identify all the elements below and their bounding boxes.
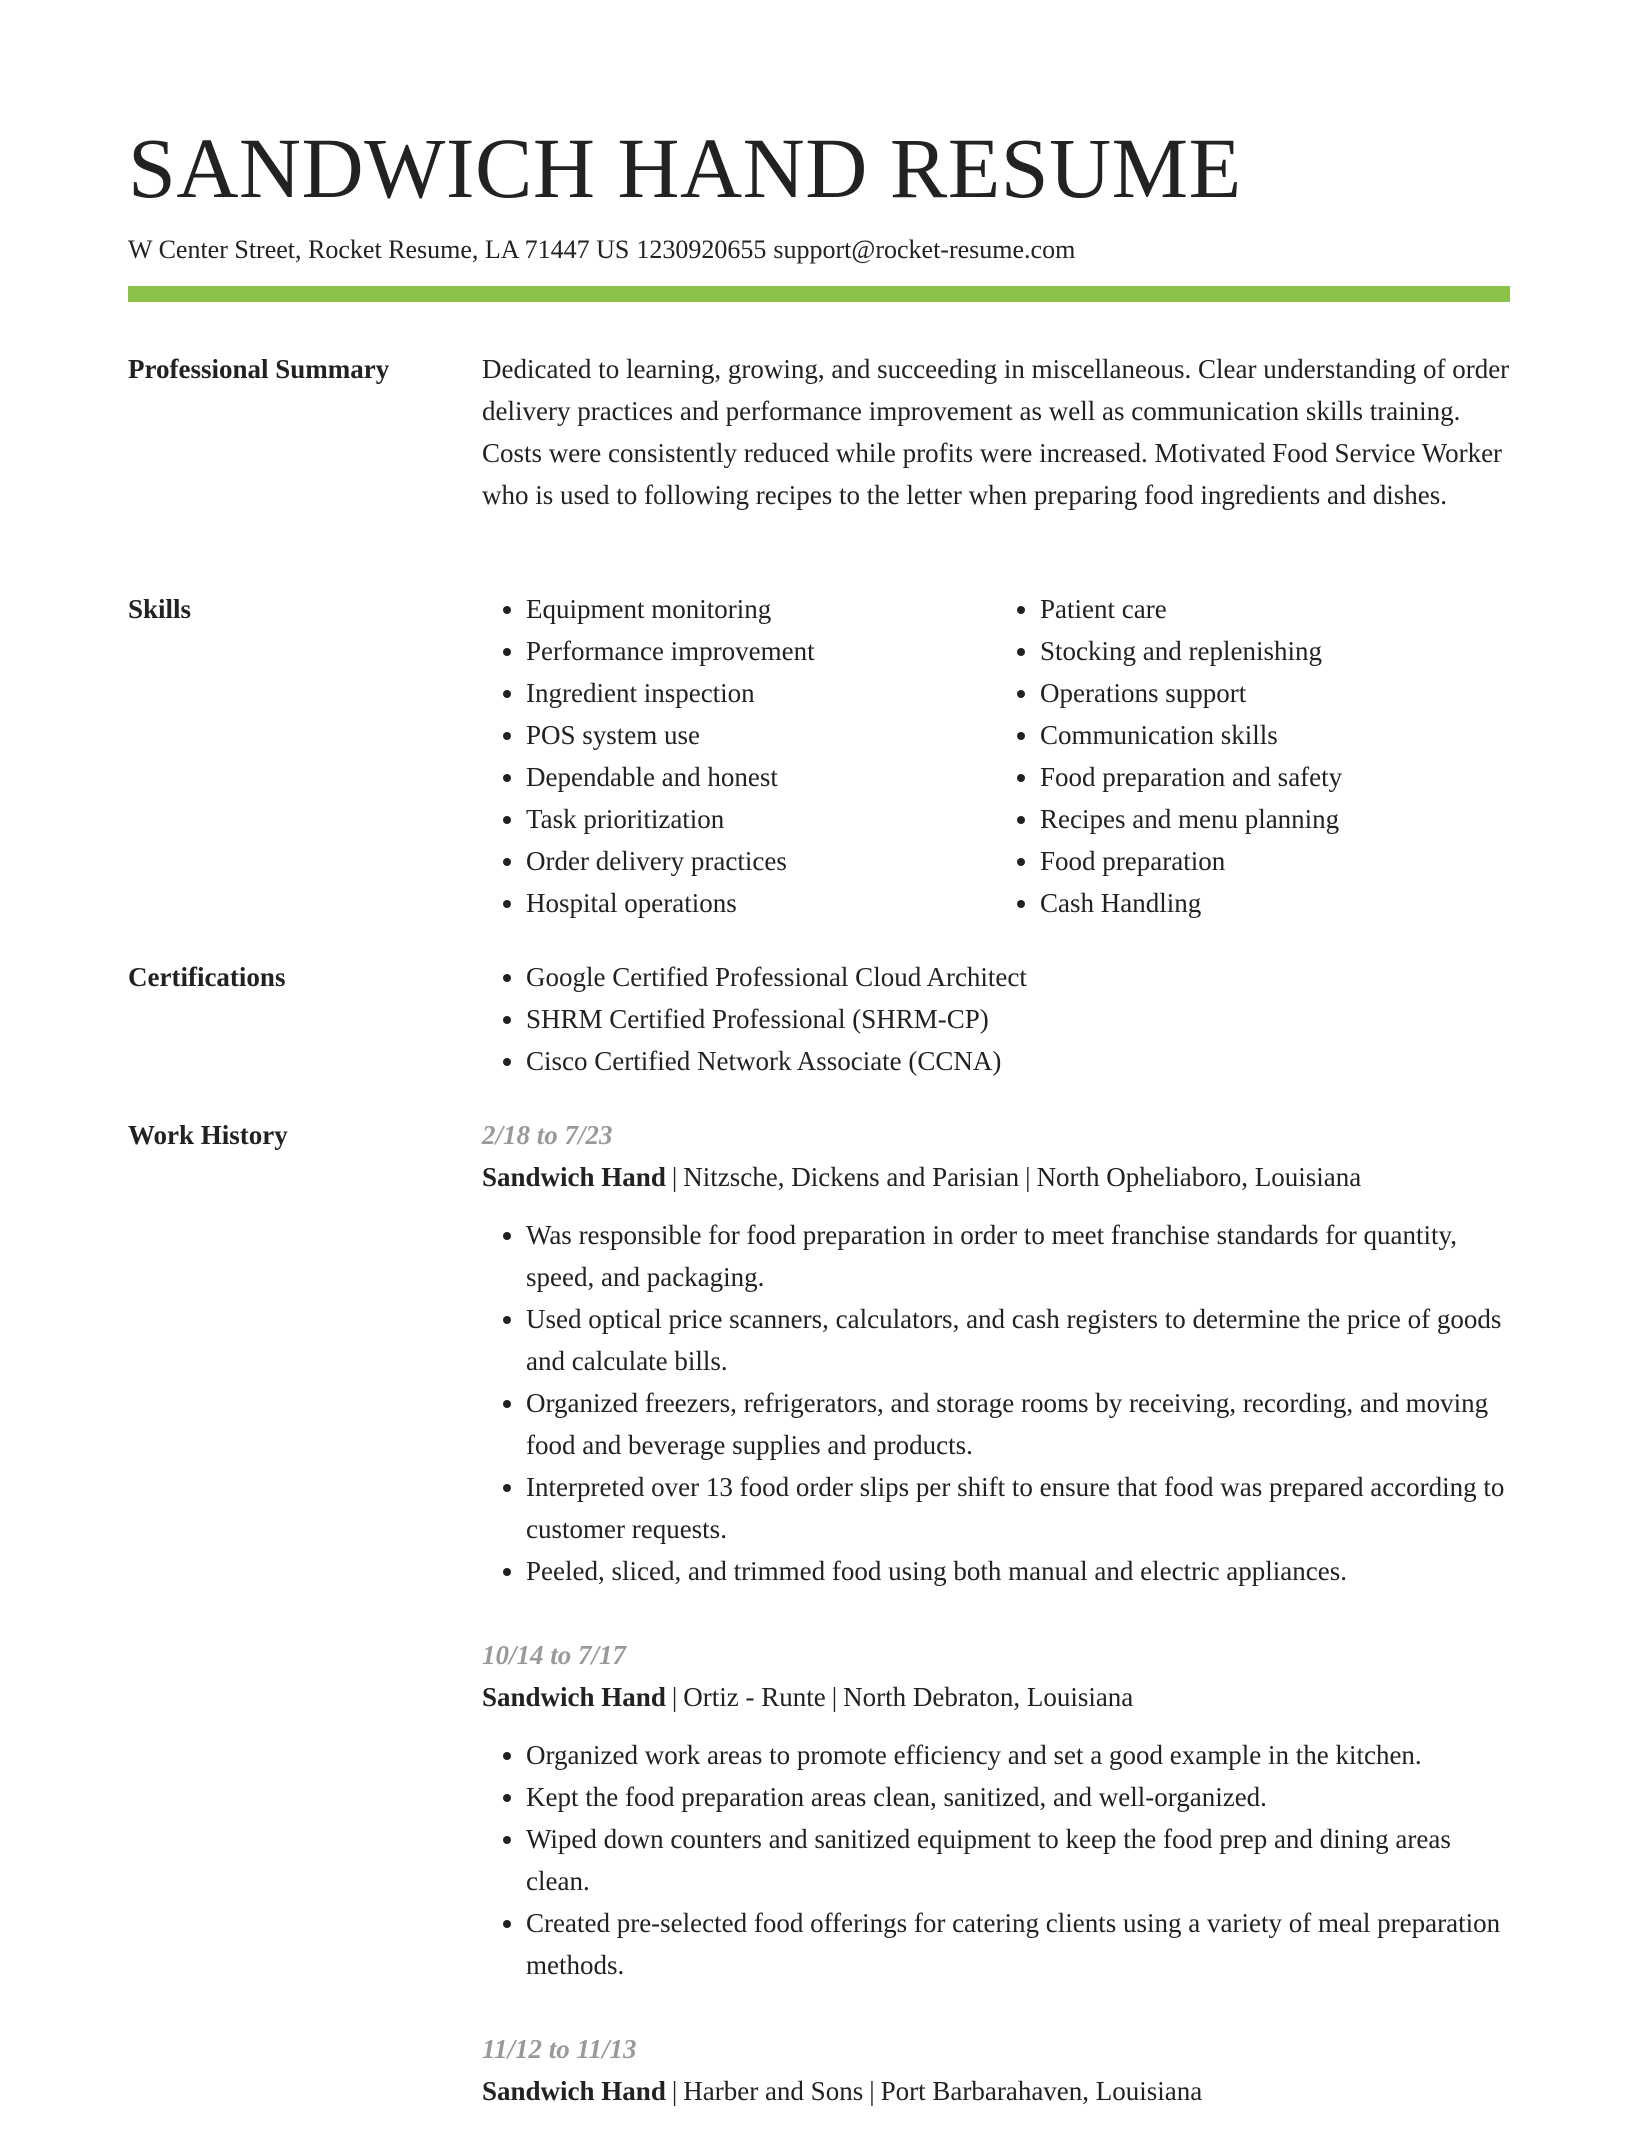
job-dates: 2/18 to 7/23 [482, 1120, 613, 1150]
list-item: • POS system use [526, 714, 996, 756]
list-item: • Cash Handling [1040, 882, 1510, 924]
list-item: • Task prioritization [526, 798, 996, 840]
list-item: • SHRM Certified Professional (SHRM-CP) [526, 998, 1510, 1040]
job-title: Sandwich Hand [482, 1682, 666, 1712]
job-dates: 10/14 to 7/17 [482, 1640, 627, 1670]
job-entry [482, 1634, 1510, 1986]
list-item: • Used optical price scanners, calculators, and cash registers to determine the price of goods and calculate bills. [526, 1298, 1510, 1382]
certifications-body [482, 956, 1510, 1082]
separator: | [671, 1682, 678, 1712]
list-item: • Performance improvement [526, 630, 996, 672]
job-bullets [482, 1734, 1510, 1986]
job-company: Ortiz - Runte [683, 1682, 826, 1712]
job-company: Harber and Sons [683, 2076, 864, 2106]
job-heading-line [482, 1676, 1510, 1718]
list-item: • Recipes and menu planning [1040, 798, 1510, 840]
list-item: • Peeled, sliced, and trimmed food using both manual and electric appliances. [526, 1550, 1510, 1592]
list-item: • Organized freezers, refrigerators, and storage rooms by receiving, recording, and moving food and beverage supplies and products. [526, 1382, 1510, 1466]
summary-heading: Professional Summary [128, 354, 390, 384]
job-dates: 11/12 to 11/13 [482, 2034, 637, 2064]
separator: | [869, 2076, 875, 2106]
summary-text: Dedicated to learning, growing, and succeeding in miscellaneous. Clear understanding of order delivery practices and performance improvement as well as communication skills training. Costs were consistently reduced while profits were increased. Motivated Food Service Worker who is used to following recipes to the letter when preparing food ingredients and dishes. [482, 354, 1510, 510]
list-item: • Hospital operations [526, 882, 996, 924]
list-item: • Operations support [1040, 672, 1510, 714]
list-item: • Equipment monitoring [526, 588, 996, 630]
separator: | [1025, 1162, 1031, 1192]
list-item: • Organized work areas to promote efficiency and set a good example in the kitchen. [526, 1734, 1510, 1776]
separator: | [671, 2076, 678, 2106]
certifications-list [482, 956, 1510, 1082]
contact-email: support@rocket-resume.com [773, 235, 1076, 264]
list-item: • Patient care [1040, 588, 1510, 630]
separator: | [831, 1682, 838, 1712]
job-company: Nitzsche, Dickens and Parisian [683, 1162, 1020, 1192]
resume-title: SANDWICH HAND RESUME [128, 120, 1242, 216]
job-heading-line [482, 1156, 1510, 1198]
list-item: • Cisco Certified Network Associate (CCNA) [526, 1040, 1510, 1082]
list-item: • Wiped down counters and sanitized equipment to keep the food prep and dining areas clean. [526, 1818, 1510, 1902]
contact-address: W Center Street, Rocket Resume, LA 71447 US [128, 235, 630, 264]
list-item: • Stocking and replenishing [1040, 630, 1510, 672]
contact-phone: 1230920655 [636, 235, 767, 264]
certifications-heading: Certifications [128, 962, 286, 992]
skills-list-left [482, 588, 996, 924]
header-divider [128, 286, 1510, 302]
contact-line [128, 232, 1075, 268]
list-item: • Was responsible for food preparation in order to meet franchise standards for quantity, speed, and packaging. [526, 1214, 1510, 1298]
job-entry [482, 2028, 1510, 2112]
list-item: • Google Certified Professional Cloud Architect [526, 956, 1510, 998]
list-item: • Interpreted over 13 food order slips per shift to ensure that food was prepared according to customer requests. [526, 1466, 1510, 1550]
skills-list-right [996, 588, 1510, 924]
work-history-body [482, 1114, 1510, 2154]
separator: | [671, 1162, 678, 1192]
job-entry [482, 1114, 1510, 1592]
job-bullets [482, 1214, 1510, 1592]
summary-body [482, 348, 1510, 516]
list-item: • Created pre-selected food offerings for catering clients using a variety of meal preparation methods. [526, 1902, 1510, 1986]
skills-heading: Skills [128, 594, 192, 624]
list-item: • Dependable and honest [526, 756, 996, 798]
job-location: North Opheliaboro, Louisiana [1036, 1162, 1362, 1192]
list-item: • Order delivery practices [526, 840, 996, 882]
work-history-heading: Work History [128, 1120, 288, 1150]
list-item: • Communication skills [1040, 714, 1510, 756]
skills-body [482, 588, 1510, 924]
job-title: Sandwich Hand [482, 1162, 666, 1192]
list-item: • Food preparation [1040, 840, 1510, 882]
job-title: Sandwich Hand [482, 2076, 666, 2106]
list-item: • Food preparation and safety [1040, 756, 1510, 798]
list-item: • Ingredient inspection [526, 672, 996, 714]
job-location: Port Barbarahaven, Louisiana [880, 2076, 1203, 2106]
list-item: • Kept the food preparation areas clean, sanitized, and well-organized. [526, 1776, 1510, 1818]
skills-columns [482, 588, 1510, 924]
job-heading-line [482, 2070, 1510, 2112]
job-location: North Debraton, Louisiana [843, 1682, 1134, 1712]
